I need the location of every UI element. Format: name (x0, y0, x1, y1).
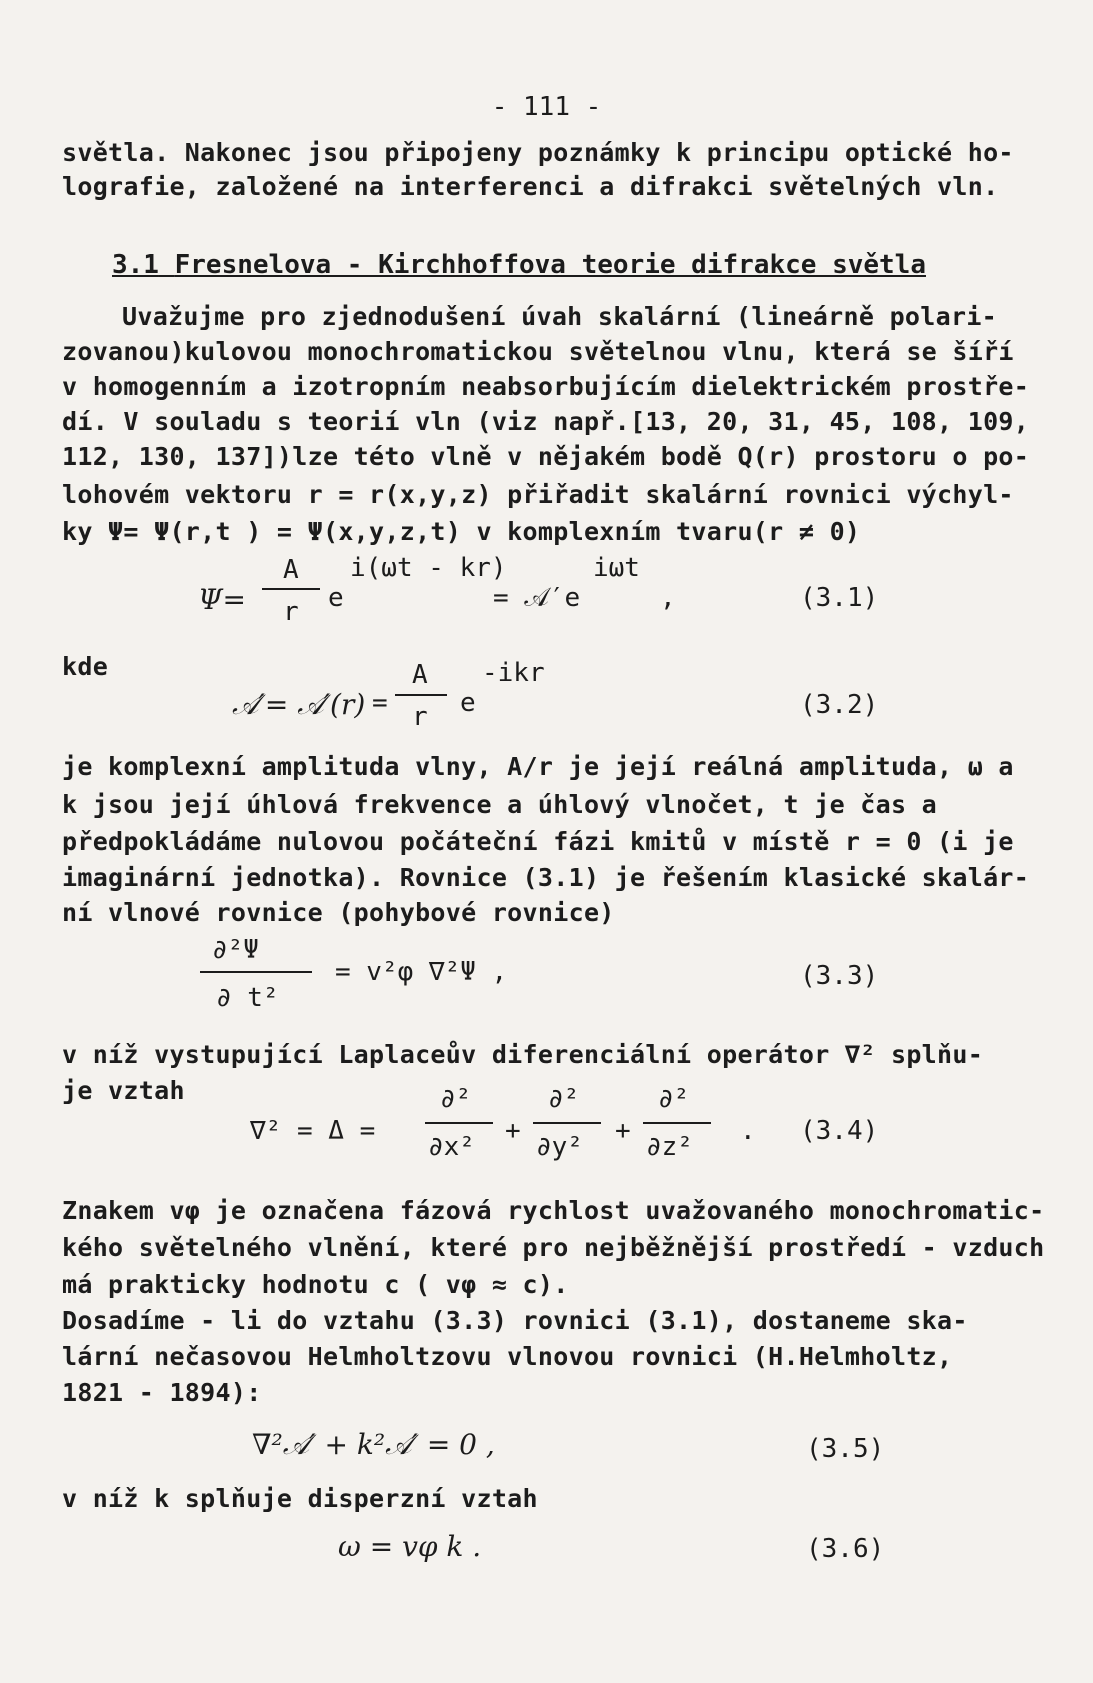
eq1-fraction-bar (262, 588, 320, 590)
section-number: 3.1 (112, 250, 159, 280)
eq4-plus-1: + (505, 1116, 521, 1146)
paragraph3-line-1: Znakem vφ je označena fázová rychlost uvažovaného monochromatic- (62, 1196, 1045, 1225)
eq4-term1-denominator: ∂x² (428, 1132, 475, 1162)
intro-line-1: světla. Nakonec jsou připojeny poznámky k principu optické ho- (62, 138, 1014, 167)
eq4-term3-bar (643, 1122, 711, 1124)
paragraph1-line-4: dí. V souladu s teorií vln (viz např.[13, 20, 31, 45, 108, 109, (62, 407, 1030, 436)
after-eq3-line-2: je vztah (62, 1076, 185, 1105)
equation-3-4 (0, 1080, 1093, 1175)
eq2-e: e (460, 688, 476, 718)
eq2-exponent: -ikr (482, 658, 545, 688)
after-eq3-line-1: v níž vystupující Laplaceův diferenciální operátor ∇² splňu- (62, 1040, 984, 1069)
section-heading (112, 250, 926, 280)
page-number: - 111 - (491, 92, 602, 122)
eq1-denominator: r (283, 597, 299, 627)
paragraph3-line-3: má prakticky hodnotu c ( vφ ≈ c). (62, 1270, 569, 1299)
paragraph1-line-2: zovanou)kulovou monochromatickou světelnou vlnu, která se šíří (62, 337, 1014, 366)
eq3-number: (3.3) (800, 961, 879, 991)
equation-3-3 (0, 935, 1093, 1025)
section-title: Fresnelova - Kirchhoffova teorie difrakce světla (174, 250, 926, 280)
eq4-term3-numerator: ∂² (658, 1084, 690, 1114)
paragraph1-line-6: lohovém vektoru r = r(x,y,z) přiřadit skalární rovnici výchyl- (62, 480, 1014, 509)
eq4-lhs: ∇² = Δ = (250, 1116, 376, 1146)
eq3-fraction-bar (200, 971, 312, 973)
eq3-numerator: ∂²Ψ (212, 935, 259, 965)
eq1-exponent: i(ωt - kr) (350, 553, 507, 583)
paragraph3-line-5: lární nečasovou Helmholtzovu vlnovou rovnici (H.Helmholtz, (62, 1342, 953, 1371)
after-eq5-line: v níž k splňuje disperzní vztah (62, 1484, 538, 1513)
eq2-equals: = (372, 688, 388, 718)
eq1-number: (3.1) (800, 583, 879, 613)
eq1-e: e (328, 583, 344, 613)
eq2-number: (3.2) (800, 690, 879, 720)
equation-3-6 (0, 1520, 1093, 1580)
paragraph3-line-2: kého světelného vlnění, které pro nejběžnější prostředí - vzduch (62, 1233, 1045, 1262)
eq1-lhs: Ψ= (198, 583, 247, 616)
paragraph2-line-1: je komplexní amplituda vlny, A/r je její reálná amplituda, ω a (62, 752, 1014, 781)
eq4-term1-numerator: ∂² (440, 1084, 472, 1114)
paragraph1-line-3: v homogenním a izotropním neabsorbujícím dielektrickém prostře- (62, 372, 1030, 401)
eq4-dot: . (740, 1116, 756, 1146)
eq2-fraction-bar (395, 694, 447, 696)
paragraph2-line-4: imaginární jednotka). Rovnice (3.1) je řešením klasické skalár- (62, 863, 1030, 892)
intro-line-2: lografie, založené na interferenci a difrakci světelných vln. (62, 172, 999, 201)
eq3-rhs: = v²φ ∇²Ψ , (335, 957, 508, 987)
paragraph1-line-7: ky Ψ= Ψ(r,t ) = Ψ(x,y,z,t) v komplexním tvaru(r ≠ 0) (62, 517, 861, 546)
eq6-body: ω = vφ k . (338, 1530, 482, 1563)
eq4-plus-2: + (615, 1116, 631, 1146)
equation-3-5 (0, 1418, 1093, 1478)
equation-3-1 (0, 555, 1093, 645)
paragraph2-line-3: předpokládáme nulovou počáteční fázi kmitů v místě r = 0 (i je (62, 827, 1014, 856)
eq1-mid: = 𝒜′e (493, 583, 581, 613)
paragraph1-line-1: Uvažujme pro zjednodušení úvah skalární (lineárně polari- (122, 302, 998, 331)
eq4-term1-bar (425, 1122, 493, 1124)
eq5-number: (3.5) (806, 1434, 885, 1464)
eq4-term3-denominator: ∂z² (646, 1132, 693, 1162)
paragraph2-line-2: k jsou její úhlová frekvence a úhlový vlnočet, t je čas a (62, 790, 938, 819)
paragraph1-line-5: 112, 130, 137])lze této vlně v nějakém bodě Q(r) prostoru o po- (62, 442, 1030, 471)
eq2-lhs: 𝒜′= 𝒜′(r) (232, 688, 366, 721)
equation-3-2 (0, 658, 1093, 738)
eq2-numerator: A (412, 660, 428, 690)
paragraph2-line-5: ní vlnové rovnice (pohybové rovnice) (62, 898, 615, 927)
eq2-denominator: r (412, 702, 428, 732)
eq5-body: ∇²𝒜′ + k²𝒜′ = 0 , (252, 1428, 495, 1461)
kde-label: kde (62, 652, 109, 681)
eq1-numerator: A (283, 555, 299, 585)
eq1-exponent-2: iωt (593, 553, 640, 583)
eq6-number: (3.6) (806, 1534, 885, 1564)
eq4-term2-bar (533, 1122, 601, 1124)
paragraph3-line-6: 1821 - 1894): (62, 1378, 262, 1407)
paragraph3-line-4: Dosadíme - li do vztahu (3.3) rovnici (3.1), dostaneme ska- (62, 1306, 968, 1335)
eq4-term2-denominator: ∂y² (536, 1132, 583, 1162)
eq4-term2-numerator: ∂² (548, 1084, 580, 1114)
eq4-number: (3.4) (800, 1116, 879, 1146)
eq3-denominator: ∂ t² (216, 983, 279, 1013)
eq1-comma: , (660, 583, 676, 613)
